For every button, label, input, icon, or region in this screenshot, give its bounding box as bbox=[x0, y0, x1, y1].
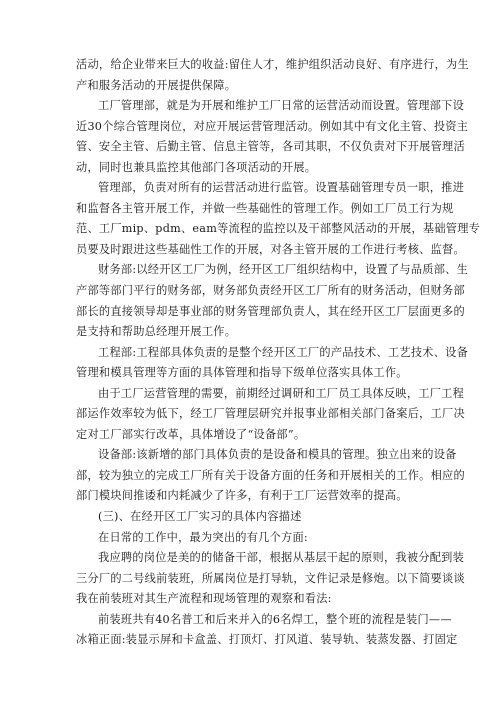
text-line: 设备部:该新增的部门具体负责的是设备和模具的管理。独立出来的设备 bbox=[98, 448, 457, 462]
text-line: 工程部:工程部具体负责的是整个经开区工厂的产品技术、工艺技术、设备 bbox=[98, 345, 469, 359]
text-line: 管理和模具管理等方面的具体管理和指导下级单位落实具体工作。 bbox=[76, 366, 408, 380]
text-line: 近30个综合管理岗位，对应开展运营管理活动。例如其中有文化主管、投资主 bbox=[76, 119, 469, 133]
text-line: 我应聘的岗位是美的的储备干部，根据从基层干起的原则，我被分配到装 bbox=[98, 551, 465, 565]
document-body bbox=[76, 55, 481, 651]
text-line: 是支持和帮助总经理开展工作。 bbox=[76, 325, 237, 339]
text-line: 三分厂的二号线前装班，所属岗位是打导轨，文件记录是修炮。以下简要谈谈 bbox=[76, 571, 465, 585]
text-line: 和监督各主管开展工作，并做一些基础性的管理工作。例如工厂员工行为规 bbox=[76, 201, 454, 215]
text-line: 我在前装班对其生产流程和现场管理的观察和看法: bbox=[76, 592, 332, 606]
text-line: (三)、在经开区工厂实习的具体内容描述 bbox=[98, 510, 302, 524]
text-line: 前装班共有40名普工和后来并入的6名焊工，整个班的流程是装门—— bbox=[98, 612, 452, 626]
text-line: 范、工厂mip、pdm、eam等流程的监控以及干部整风活动的开展，基础管理专 bbox=[76, 222, 481, 236]
text-line: 管理部，负责对所有的运营活动进行监管。设置基础管理专员一职，推进 bbox=[98, 181, 465, 195]
text-line: 由于工厂运营管理的需要，前期经过调研和工厂员工具体反映，工厂工程 bbox=[98, 386, 465, 400]
text-line: 部，较为独立的完成工厂所有关于设备方面的任务和开展相关的工作。相应的 bbox=[76, 468, 465, 482]
text-line: 冰箱正面:装显示屏和卡盒盖、打顶灯、打风道、装导轨、装蒸发器、打固定 bbox=[76, 633, 458, 647]
text-line: 产和服务活动的开展提供保障。 bbox=[76, 78, 237, 92]
text-line: 活动，给企业带来巨大的收益:留住人才，维护组织活动良好、有序进行，为生 bbox=[76, 58, 469, 71]
text-line: 工厂管理部，就是为开展和维护工厂日常的运营活动而设置。管理部下设 bbox=[98, 99, 465, 113]
text-line: 管、安全主管、后勤主管、信息主管等，各司其职，不仅负责对下开展管理活 bbox=[76, 140, 465, 154]
text-line: 产部等部门平行的财务部，财务部负责经开区工厂所有的财务活动，但财务部 bbox=[76, 284, 465, 298]
text-line: 动，同时也兼具监控其他部门各项活动的开展。 bbox=[76, 160, 317, 174]
text-line: 财务部:以经开区工厂为例，经开区工厂组织结构中，设置了与品质部、生 bbox=[98, 263, 469, 277]
text-line: 在日常的工作中，最为突出的有几个方面: bbox=[98, 530, 308, 544]
text-line: 部门模块间推诿和内耗减少了许多，有利于工厂运营效率的提高。 bbox=[76, 489, 408, 503]
text-line: 定对工厂部实行改革，具体增设了“设备部”。 bbox=[76, 427, 306, 441]
text-line: 员要及时跟进这些基础性工作的开展，对各主管开展的工作进行考核、监督。 bbox=[76, 242, 465, 256]
text-line: 部运作效率较为低下，经工厂管理层研究并报事业部相关部门备案后，工厂决 bbox=[76, 407, 465, 421]
text-line: 部长的直接领导却是事业部的财务管理部负责人，其在经开区工厂层面更多的 bbox=[76, 304, 465, 318]
